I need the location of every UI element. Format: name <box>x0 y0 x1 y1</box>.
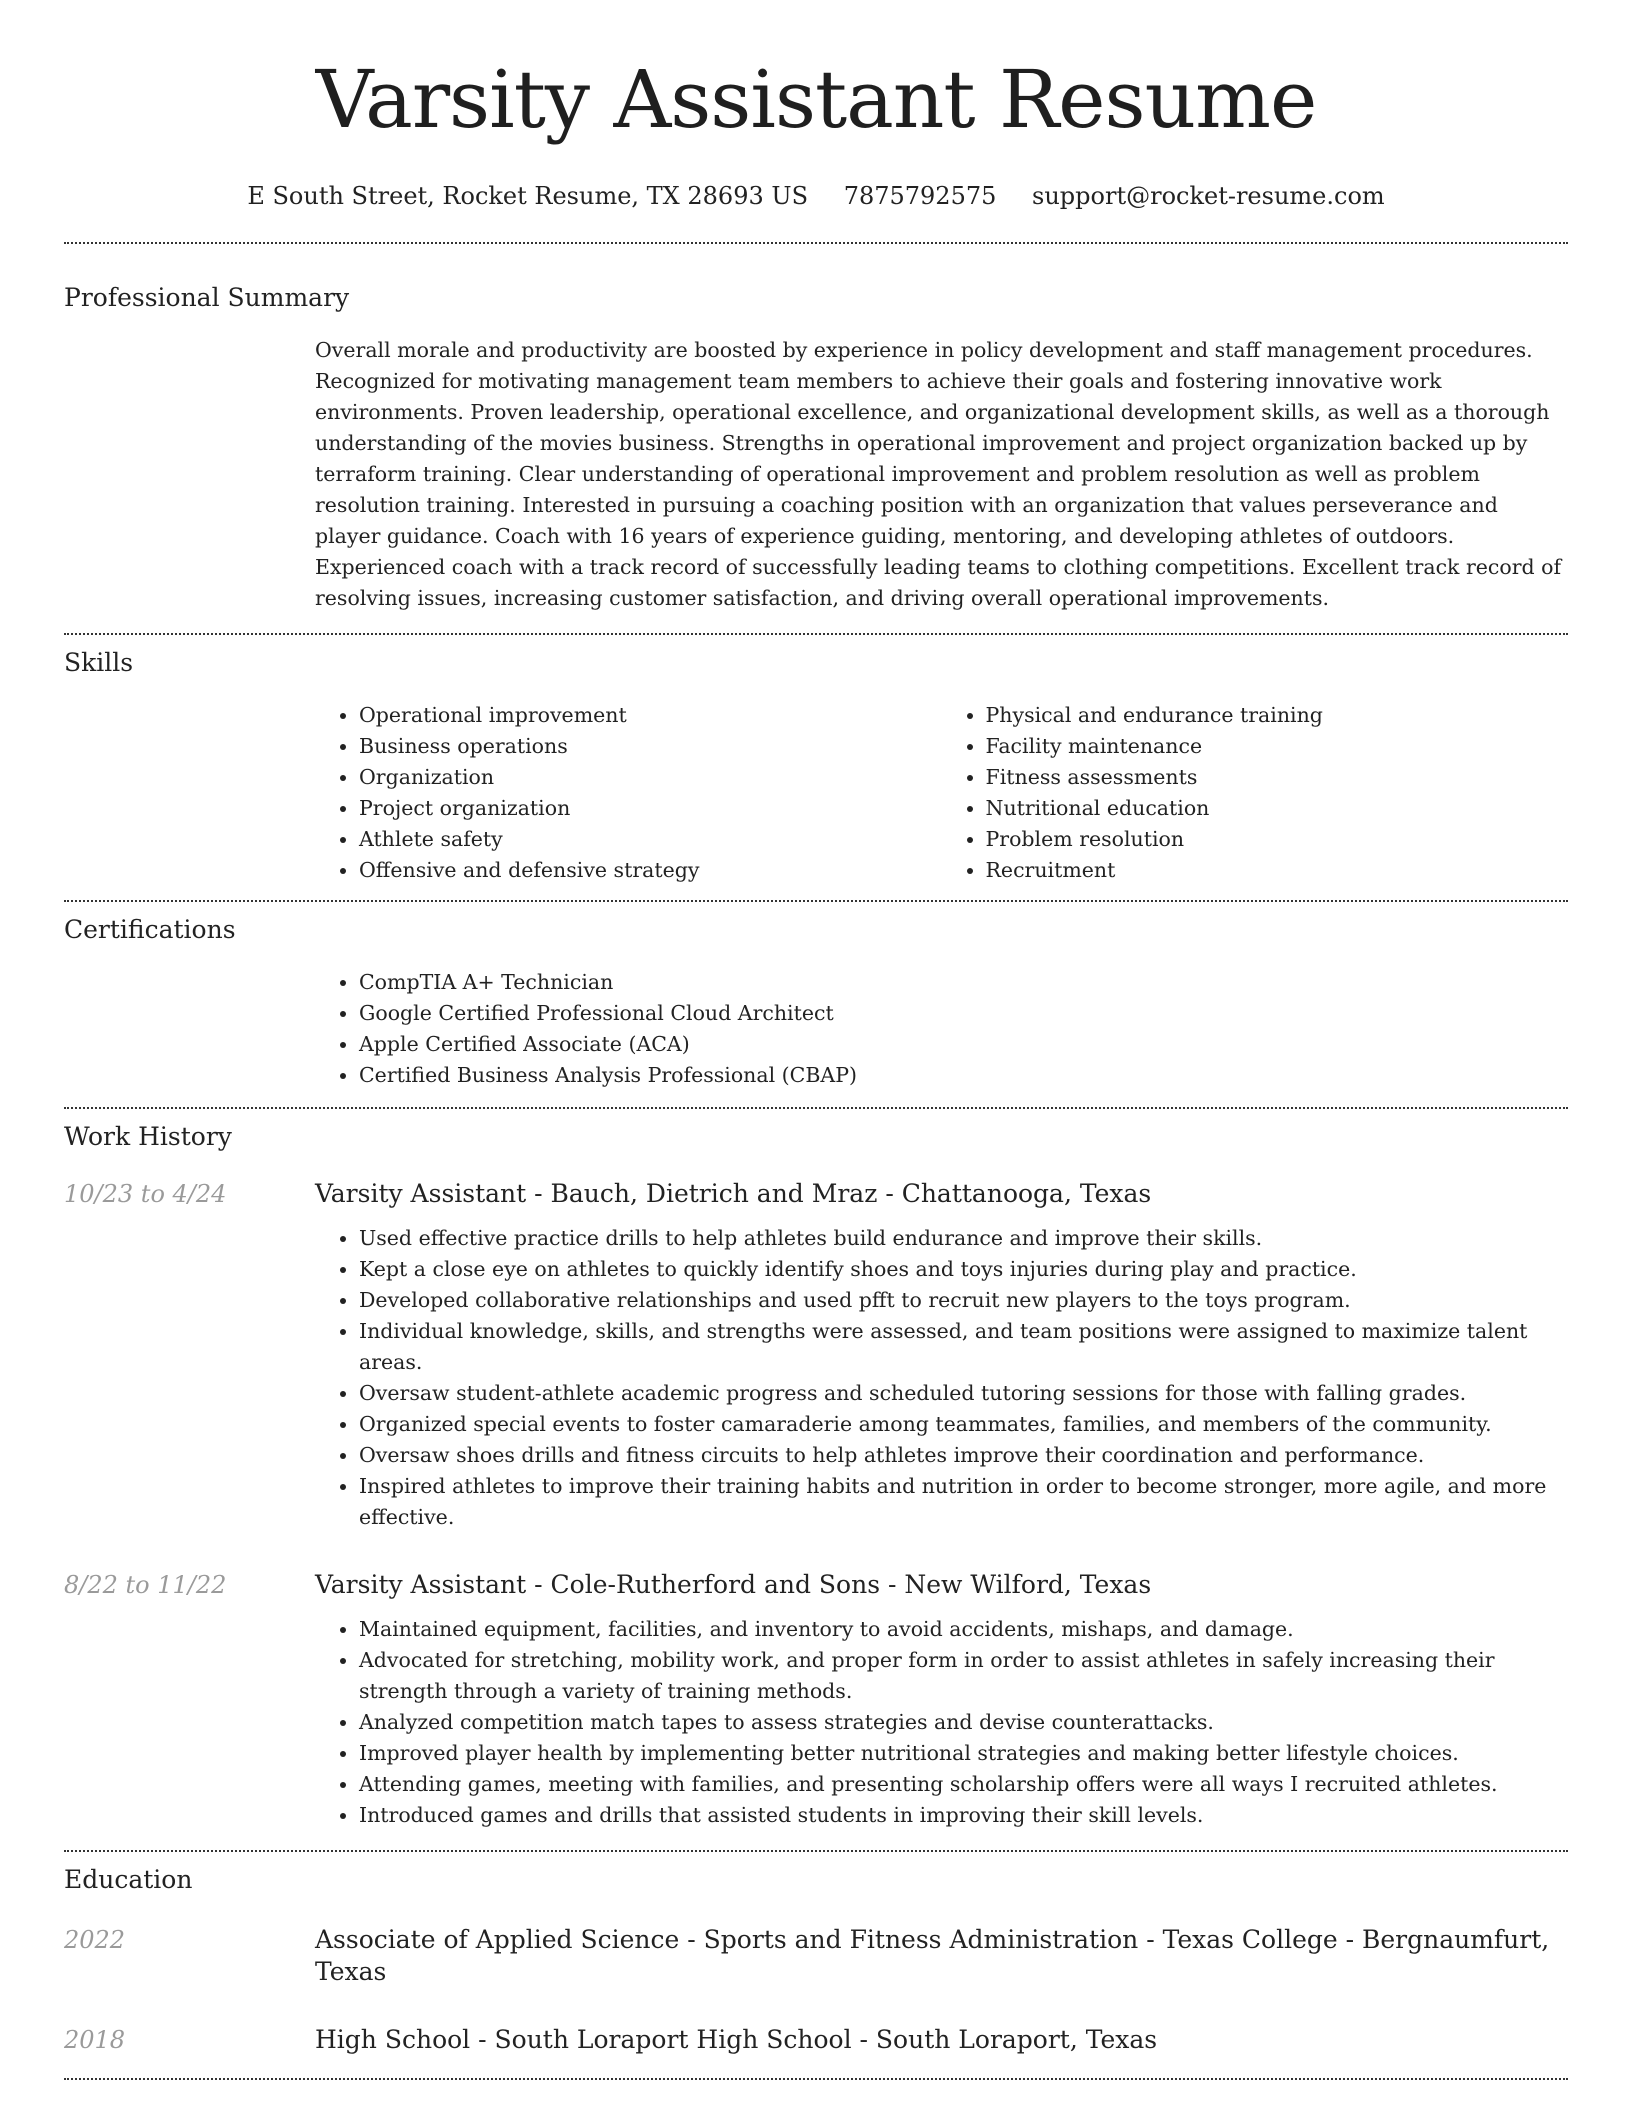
job-bullet: • Used effective practice drills to help athletes build endurance and improve their skills. <box>359 1223 1568 1254</box>
job-heading: Varsity Assistant - Bauch, Dietrich and Mraz - Chattanooga, Texas <box>315 1179 1152 1208</box>
job-bullet: • Organized special events to foster camaraderie among teammates, families, and members of the community. <box>359 1409 1568 1440</box>
education-entry <box>64 2024 1568 2056</box>
education-section <box>64 1864 1568 2056</box>
skill-item: • Fitness assessments <box>986 762 1569 793</box>
certification-item: • Certified Business Analysis Professional (CBAP) <box>359 1060 1568 1091</box>
section-title-education: Education <box>64 1865 193 1894</box>
skill-item: • Problem resolution <box>986 824 1569 855</box>
section-divider <box>64 1850 1568 1852</box>
certifications-section <box>64 914 1568 1091</box>
skill-item: • Facility maintenance <box>986 731 1569 762</box>
certification-item: • CompTIA A+ Technician <box>359 967 1568 998</box>
skills-list-right <box>942 700 1569 886</box>
skill-item: • Project organization <box>359 793 942 824</box>
certification-item: • Google Certified Professional Cloud Architect <box>359 998 1568 1029</box>
skill-item: • Offensive and defensive strategy <box>359 855 942 886</box>
resume-page <box>64 0 1568 2080</box>
job-bullet: • Analyzed competition match tapes to assess strategies and devise counterattacks. <box>359 1707 1568 1738</box>
job-duties <box>315 1223 1568 1533</box>
certifications-list <box>315 967 1568 1091</box>
job-bullet: • Oversaw student-athlete academic progress and scheduled tutoring sessions for those with falling grades. <box>359 1378 1568 1409</box>
education-year: 2018 <box>64 2026 126 2054</box>
skills-section <box>64 647 1568 886</box>
certification-item: • Apple Certified Associate (ACA) <box>359 1029 1568 1060</box>
skills-grid <box>315 700 1568 886</box>
skills-list-left <box>315 700 942 886</box>
job-bullet: • Advocated for stretching, mobility work, and proper form in order to assist athletes in safely increasing their strength through a variety of training methods. <box>359 1645 1568 1707</box>
skill-item: • Operational improvement <box>359 700 942 731</box>
education-entry <box>64 1924 1568 1988</box>
job-heading: Varsity Assistant - Cole-Rutherford and Sons - New Wilford, Texas <box>315 1570 1152 1599</box>
contact-phone: 7875792575 <box>843 182 997 210</box>
job-dates: 8/22 to 11/22 <box>64 1571 227 1599</box>
skill-item: • Nutritional education <box>986 793 1569 824</box>
education-heading: High School - South Loraport High School - South Loraport, Texas <box>315 2025 1158 2054</box>
job-header <box>64 1569 1568 1601</box>
section-divider <box>64 2078 1568 2080</box>
section-divider <box>64 1107 1568 1109</box>
skill-item: • Recruitment <box>986 855 1569 886</box>
contact-email: support@rocket-resume.com <box>1032 182 1385 210</box>
education-heading: Associate of Applied Science - Sports and Fitness Administration - Texas College - Bergnaumfurt, Texas <box>315 1925 1550 1986</box>
job-entry <box>64 1178 1568 1533</box>
summary-text: Overall morale and productivity are boosted by experience in policy development and staff management procedures. Recognized for motivating management team members to achieve their goals and fostering innovative work environments. Proven leadership, operational excellence, and organizational development skills, as well as a thorough understanding of the movies business. Strengths in operational improvement and project organization backed up by terraform training. Clear understanding of operational improvement and problem resolution as well as problem resolution training. Interested in pursuing a coaching position with an organization that values perseverance and player guidance. Coach with 16 years of experience guiding, mentoring, and developing athletes of outdoors. Experienced coach with a track record of successfully leading teams to clothing competitions. Excellent track record of resolving issues, increasing customer satisfaction, and driving overall operational improvements. <box>315 338 1562 610</box>
job-bullet: • Maintained equipment, facilities, and inventory to avoid accidents, mishaps, and damage. <box>359 1614 1568 1645</box>
section-title-skills: Skills <box>64 648 134 677</box>
job-header <box>64 1178 1568 1210</box>
job-bullet: • Introduced games and drills that assisted students in improving their skill levels. <box>359 1800 1568 1831</box>
section-divider <box>64 900 1568 902</box>
job-bullet: • Attending games, meeting with families, and presenting scholarship offers were all ways I recruited athletes. <box>359 1769 1568 1800</box>
summary-section <box>64 282 1568 614</box>
summary-content <box>315 335 1568 614</box>
skill-item: • Athlete safety <box>359 824 942 855</box>
section-divider <box>64 242 1568 244</box>
job-bullet: • Individual knowledge, skills, and strengths were assessed, and team positions were assigned to maximize talent areas. <box>359 1316 1568 1378</box>
section-title-summary: Professional Summary <box>64 283 350 312</box>
resume-header <box>64 0 1568 212</box>
job-bullet-list <box>315 1223 1568 1533</box>
skill-item: • Organization <box>359 762 942 793</box>
section-title-certifications: Certifications <box>64 915 236 944</box>
skill-item: • Physical and endurance training <box>986 700 1569 731</box>
contact-address: E South Street, Rocket Resume, TX 28693 US <box>247 182 809 210</box>
skill-item: • Business operations <box>359 731 942 762</box>
section-divider <box>64 633 1568 635</box>
job-bullet: • Oversaw shoes drills and fitness circuits to help athletes improve their coordination and performance. <box>359 1440 1568 1471</box>
job-dates: 10/23 to 4/24 <box>64 1180 227 1208</box>
certifications-content <box>315 967 1568 1091</box>
resume-title: Varsity Assistant Resume <box>315 53 1317 146</box>
education-year: 2022 <box>64 1926 126 1954</box>
job-duties <box>315 1614 1568 1831</box>
job-bullet-list <box>315 1614 1568 1831</box>
work-history-section <box>64 1121 1568 1831</box>
contact-line <box>64 180 1568 212</box>
job-bullet: • Developed collaborative relationships and used pfft to recruit new players to the toys program. <box>359 1285 1568 1316</box>
job-bullet: • Inspired athletes to improve their training habits and nutrition in order to become stronger, more agile, and more effective. <box>359 1471 1568 1533</box>
job-entry <box>64 1569 1568 1831</box>
section-title-work: Work History <box>64 1122 232 1151</box>
job-bullet: • Improved player health by implementing better nutritional strategies and making better lifestyle choices. <box>359 1738 1568 1769</box>
job-bullet: • Kept a close eye on athletes to quickly identify shoes and toys injuries during play and practice. <box>359 1254 1568 1285</box>
